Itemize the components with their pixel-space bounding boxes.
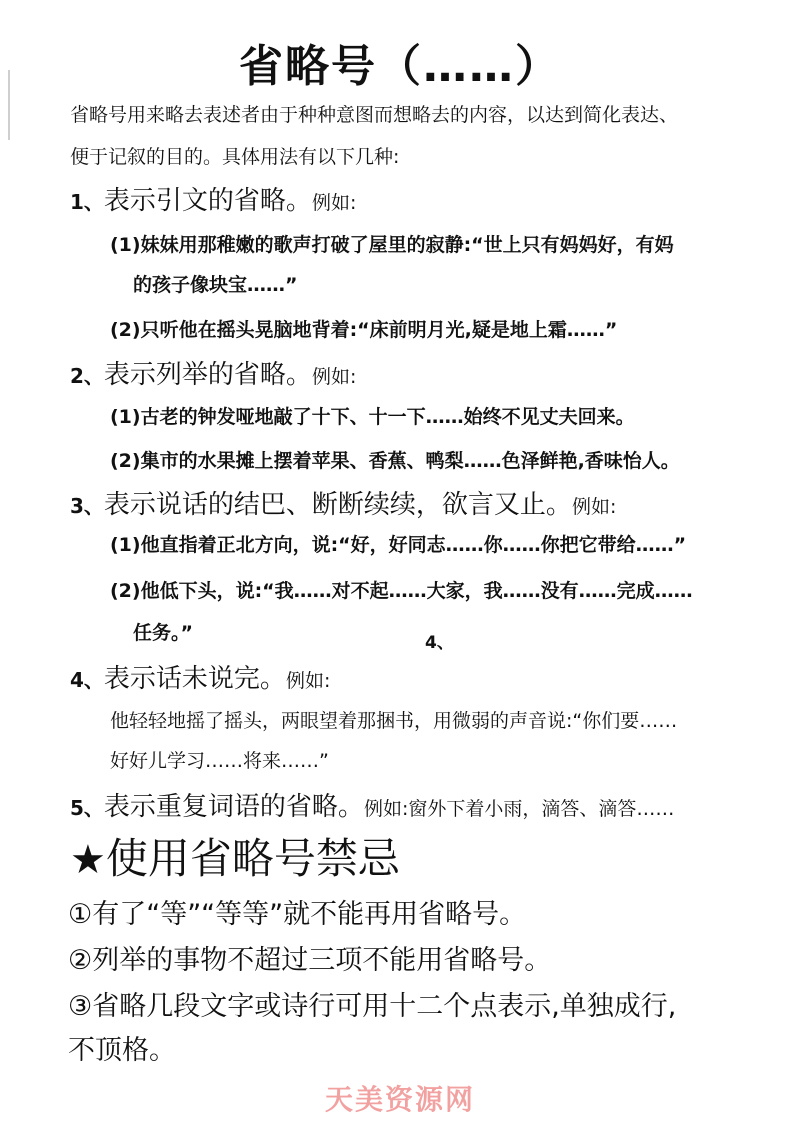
section-5-heading	[70, 786, 674, 823]
watermark: 天美资源网	[324, 1083, 475, 1116]
section-1-heading	[70, 180, 356, 217]
section-4-suffix: 例如:	[285, 670, 331, 692]
section-2-example-1: (1)古老的钟发哑地敲了十下、十一下……始终不见丈夫回来。	[110, 406, 635, 428]
taboo-item-3-continued: 不顶格。	[68, 1035, 176, 1066]
section-5-suffix: 例如:窗外下着小雨，滴答、滴答……	[363, 798, 675, 820]
section-1-suffix: 例如:	[311, 192, 357, 214]
section-3-title: 表示说话的结巴、断断续续，欲言又止。	[103, 490, 572, 520]
taboo-item-1: ①有了“等”“等等”就不能再用省略号。	[68, 899, 527, 930]
section-4-number: 4、	[70, 668, 104, 692]
section-2-heading	[70, 354, 356, 391]
section-2-number: 2、	[70, 364, 104, 388]
taboo-item-3: ③省略几段文字或诗行可用十二个点表示,单独成行,	[68, 991, 677, 1022]
section-4-example-line-1: 他轻轻地摇了摇头，两眼望着那捆书，用微弱的声音说:“你们要……	[110, 710, 678, 732]
intro-line-2: 便于记叙的目的。具体用法有以下几种:	[70, 146, 400, 168]
section-1-title: 表示引文的省略。	[103, 186, 312, 216]
stray-number-mark: 4、	[425, 633, 454, 653]
section-3-number: 3、	[70, 494, 104, 518]
taboo-title: 使用省略号禁忌	[105, 834, 400, 883]
section-4-example-line-2: 好好儿学习……将来……”	[110, 750, 329, 772]
section-3-example-1: (1)他直指着正北方向，说:“好，好同志……你……你把它带给……”	[110, 534, 687, 556]
taboo-item-2: ②列举的事物不超过三项不能用省略号。	[68, 945, 552, 976]
page-title: 省略号（……）	[239, 41, 561, 92]
section-2-title: 表示列举的省略。	[103, 360, 312, 390]
intro-line-1: 省略号用来略去表述者由于种种意图而想略去的内容，以达到简化表达、	[70, 104, 679, 126]
section-1-example-2: (2)只听他在摇头晃脑地背着:“床前明月光,疑是地上霜……”	[110, 319, 618, 341]
star-icon: ★	[70, 837, 106, 883]
section-5-title: 表示重复词语的省略。	[103, 792, 364, 822]
taboo-heading	[70, 826, 400, 886]
section-4-title: 表示话未说完。	[103, 664, 286, 694]
section-3-heading	[70, 484, 616, 521]
section-2-suffix: 例如:	[311, 366, 357, 388]
section-2-example-2: (2)集市的水果摊上摆着苹果、香蕉、鸭梨……色泽鲜艳,香味怡人。	[110, 450, 680, 472]
section-1-example-1-line-2: 的孩子像块宝……”	[133, 274, 298, 296]
section-4-heading	[70, 658, 330, 695]
section-3-example-2-line-2: 任务。”	[133, 622, 193, 644]
section-3-suffix: 例如:	[571, 496, 617, 518]
section-1-number: 1、	[70, 190, 104, 214]
section-3-example-2-line-1: (2)他低下头，说:“我……对不起……大家，我……没有……完成……	[110, 580, 693, 602]
section-1-example-1-line-1: (1)妹妹用那稚嫩的歌声打破了屋里的寂静:“世上只有妈妈好，有妈	[110, 234, 674, 256]
section-5-number: 5、	[70, 796, 104, 820]
